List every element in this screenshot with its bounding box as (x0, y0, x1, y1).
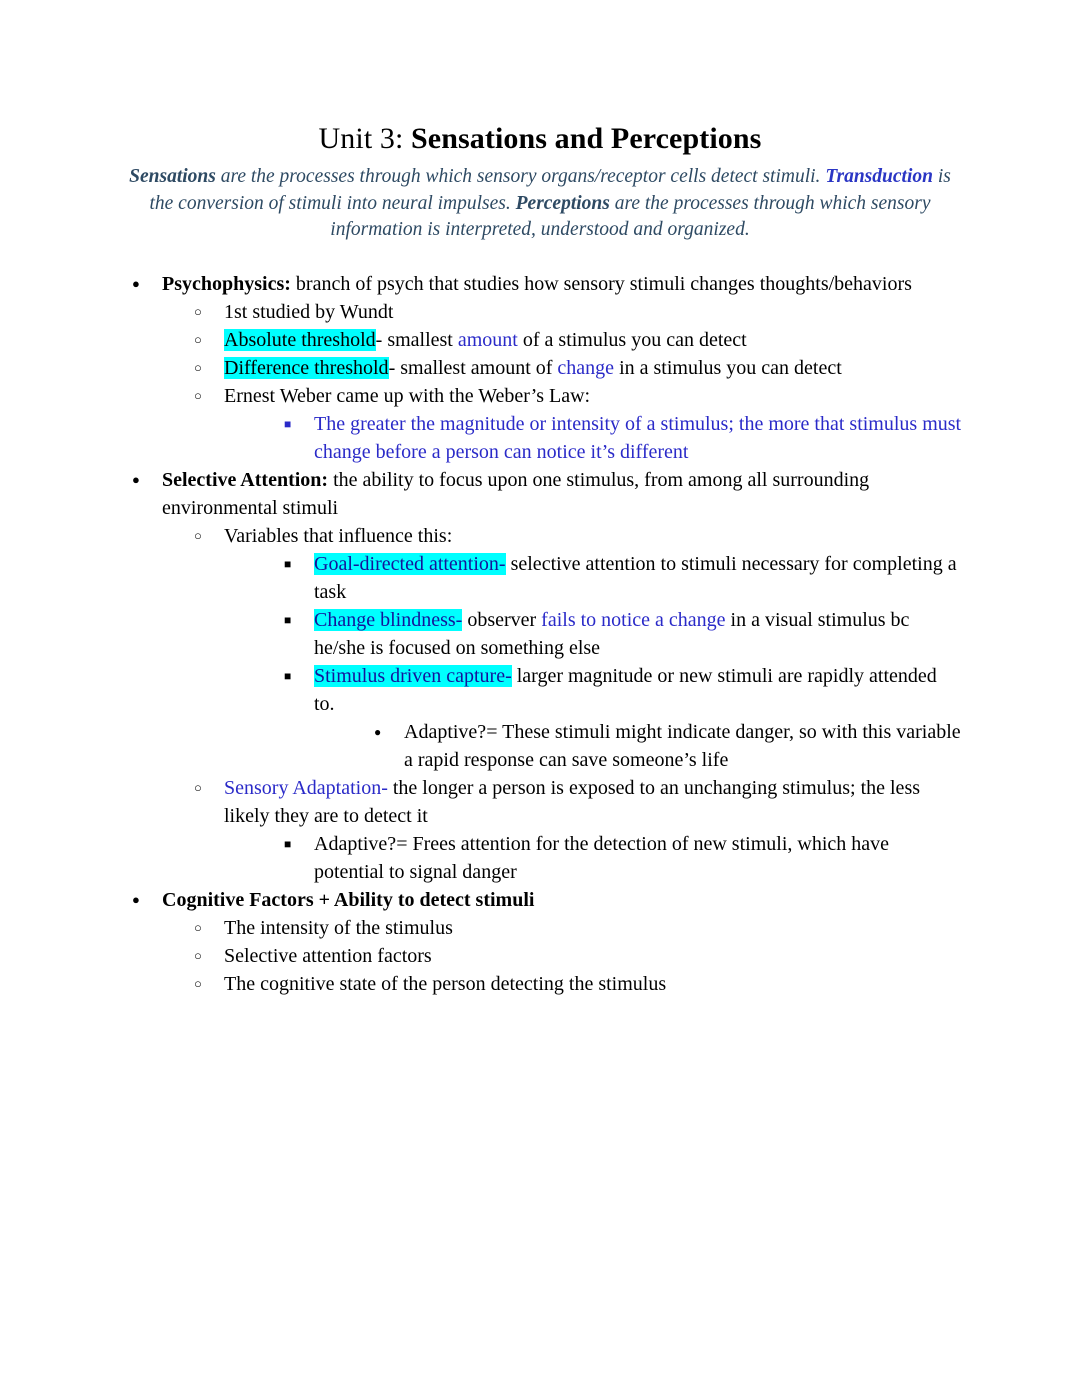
psychophysics-sublist (180, 298, 962, 466)
cognitive-factors-sublist (180, 914, 962, 998)
title-main: Sensations and Perceptions (411, 122, 762, 155)
sensory-adaptation-text: the longer a person is exposed to an unchanging stimulus; the less likely they are to detect it (224, 776, 921, 827)
difference-threshold-term: Difference threshold (224, 356, 389, 379)
difference-threshold-text-a: - smallest amount of (388, 356, 558, 379)
selective-attention-sublist (180, 522, 962, 886)
cognitive-item-cognitive-state: ○ The cognitive state of the person detecting the stimulus (224, 970, 962, 998)
absolute-threshold-keyword: amount (457, 328, 518, 351)
page-title (118, 120, 962, 158)
goal-directed-text: selective attention to stimuli necessary for completing a task (314, 552, 957, 603)
change-blindness-text-a: observer (462, 608, 542, 631)
selective-attention-line (162, 466, 962, 522)
absolute-threshold-text-b: of a stimulus you can detect (517, 328, 747, 351)
goal-directed-term: Goal-directed attention- (314, 552, 506, 575)
stimulus-driven-text: larger magnitude or new stimuli are rapidly attended to. (314, 664, 937, 715)
list-item-variables (180, 522, 962, 774)
weber-line: ○ Ernest Weber came up with the Weber’s Law: (224, 382, 962, 410)
weber-sublist (270, 410, 962, 466)
psychophysics-term: Psychophysics: (162, 272, 291, 295)
change-blindness-line (314, 606, 962, 662)
change-blindness-text-b: in a visual stimulus bc he/she is focused on something else (314, 608, 910, 659)
absolute-threshold-line (224, 326, 962, 354)
webers-law-text: ■ The greater the magnitude or intensity of a stimulus; the more that stimulus must change before a person can notice it’s different (314, 410, 962, 466)
cognitive-item-selective-attention: ○ Selective attention factors (224, 942, 962, 970)
sensory-adaptation-line (224, 774, 962, 830)
list-item-webers-law (270, 410, 962, 466)
variables-label: ○ Variables that influence this: (224, 522, 962, 550)
stimulus-driven-term: Stimulus driven capture- (314, 664, 512, 687)
adaptive-sensory-adaptation-text: ■ Adaptive?= Frees attention for the detection of new stimuli, which have potential to signal danger (314, 830, 962, 886)
list-item-psychophysics (118, 270, 962, 466)
list-item-adaptive-stimulus-driven (360, 718, 962, 774)
subtitle-term-perceptions: Perceptions (515, 192, 610, 214)
list-item-cognitive-1 (180, 942, 962, 970)
subtitle-term-transduction: Transduction (825, 166, 933, 187)
subtitle-term-sensations: Sensations (129, 166, 216, 187)
list-item-difference-threshold (180, 354, 962, 382)
sensory-adaptation-sublist (270, 830, 962, 886)
subtitle-text-1: are the processes through which sensory organs/receptor cells detect stimuli. (215, 166, 826, 187)
list-item-cognitive-2 (180, 970, 962, 998)
psychophysics-text: branch of psych that studies how sensory stimuli changes thoughts/behaviors (290, 272, 912, 295)
stimulus-driven-sublist (360, 718, 962, 774)
title-prefix: Unit 3: (318, 122, 412, 155)
absolute-threshold-term: Absolute threshold (224, 328, 376, 351)
list-item-weber (180, 382, 962, 466)
cognitive-factors-term: ● Cognitive Factors + Ability to detect stimuli (162, 886, 962, 914)
difference-threshold-keyword: change (557, 356, 615, 379)
goal-directed-line (314, 550, 962, 606)
variables-sublist (270, 550, 962, 774)
selective-attention-term: Selective Attention: (162, 468, 329, 491)
difference-threshold-line (224, 354, 962, 382)
cognitive-item-intensity: ○ The intensity of the stimulus (224, 914, 962, 942)
subtitle-text-2: is the conversion of stimuli into neural impulses. (149, 166, 951, 214)
difference-threshold-text-b: in a stimulus you can detect (614, 356, 842, 379)
list-item-wundt (180, 298, 962, 326)
stimulus-driven-line (314, 662, 962, 718)
absolute-threshold-text-a: - smallest (375, 328, 458, 351)
sensory-adaptation-term: Sensory Adaptation- (224, 776, 388, 799)
list-item-goal-directed-attention (270, 550, 962, 606)
list-item-cognitive-0 (180, 914, 962, 942)
list-item-selective-attention (118, 466, 962, 886)
wundt-line: ○ 1st studied by Wundt (224, 298, 962, 326)
list-item-absolute-threshold (180, 326, 962, 354)
selective-attention-text: the ability to focus upon one stimulus, from among all surrounding environmental stimuli (162, 468, 870, 519)
subtitle-definition (124, 164, 956, 244)
list-item-change-blindness (270, 606, 962, 662)
list-item-cognitive-factors (118, 886, 962, 998)
list-item-stimulus-driven-capture (270, 662, 962, 774)
subtitle-text-3: are the processes through which sensory information is interpreted, understood and organized. (330, 192, 931, 240)
list-item-sensory-adaptation (180, 774, 962, 886)
psychophysics-line (162, 270, 962, 298)
outline-root (118, 270, 962, 998)
adaptive-stimulus-driven-text: ● Adaptive?= These stimuli might indicate danger, so with this variable a rapid response can save someone’s life (404, 718, 962, 774)
change-blindness-keyword: fails to notice a change (541, 608, 726, 631)
list-item-adaptive-sensory-adaptation (270, 830, 962, 886)
change-blindness-term: Change blindness- (314, 608, 463, 631)
